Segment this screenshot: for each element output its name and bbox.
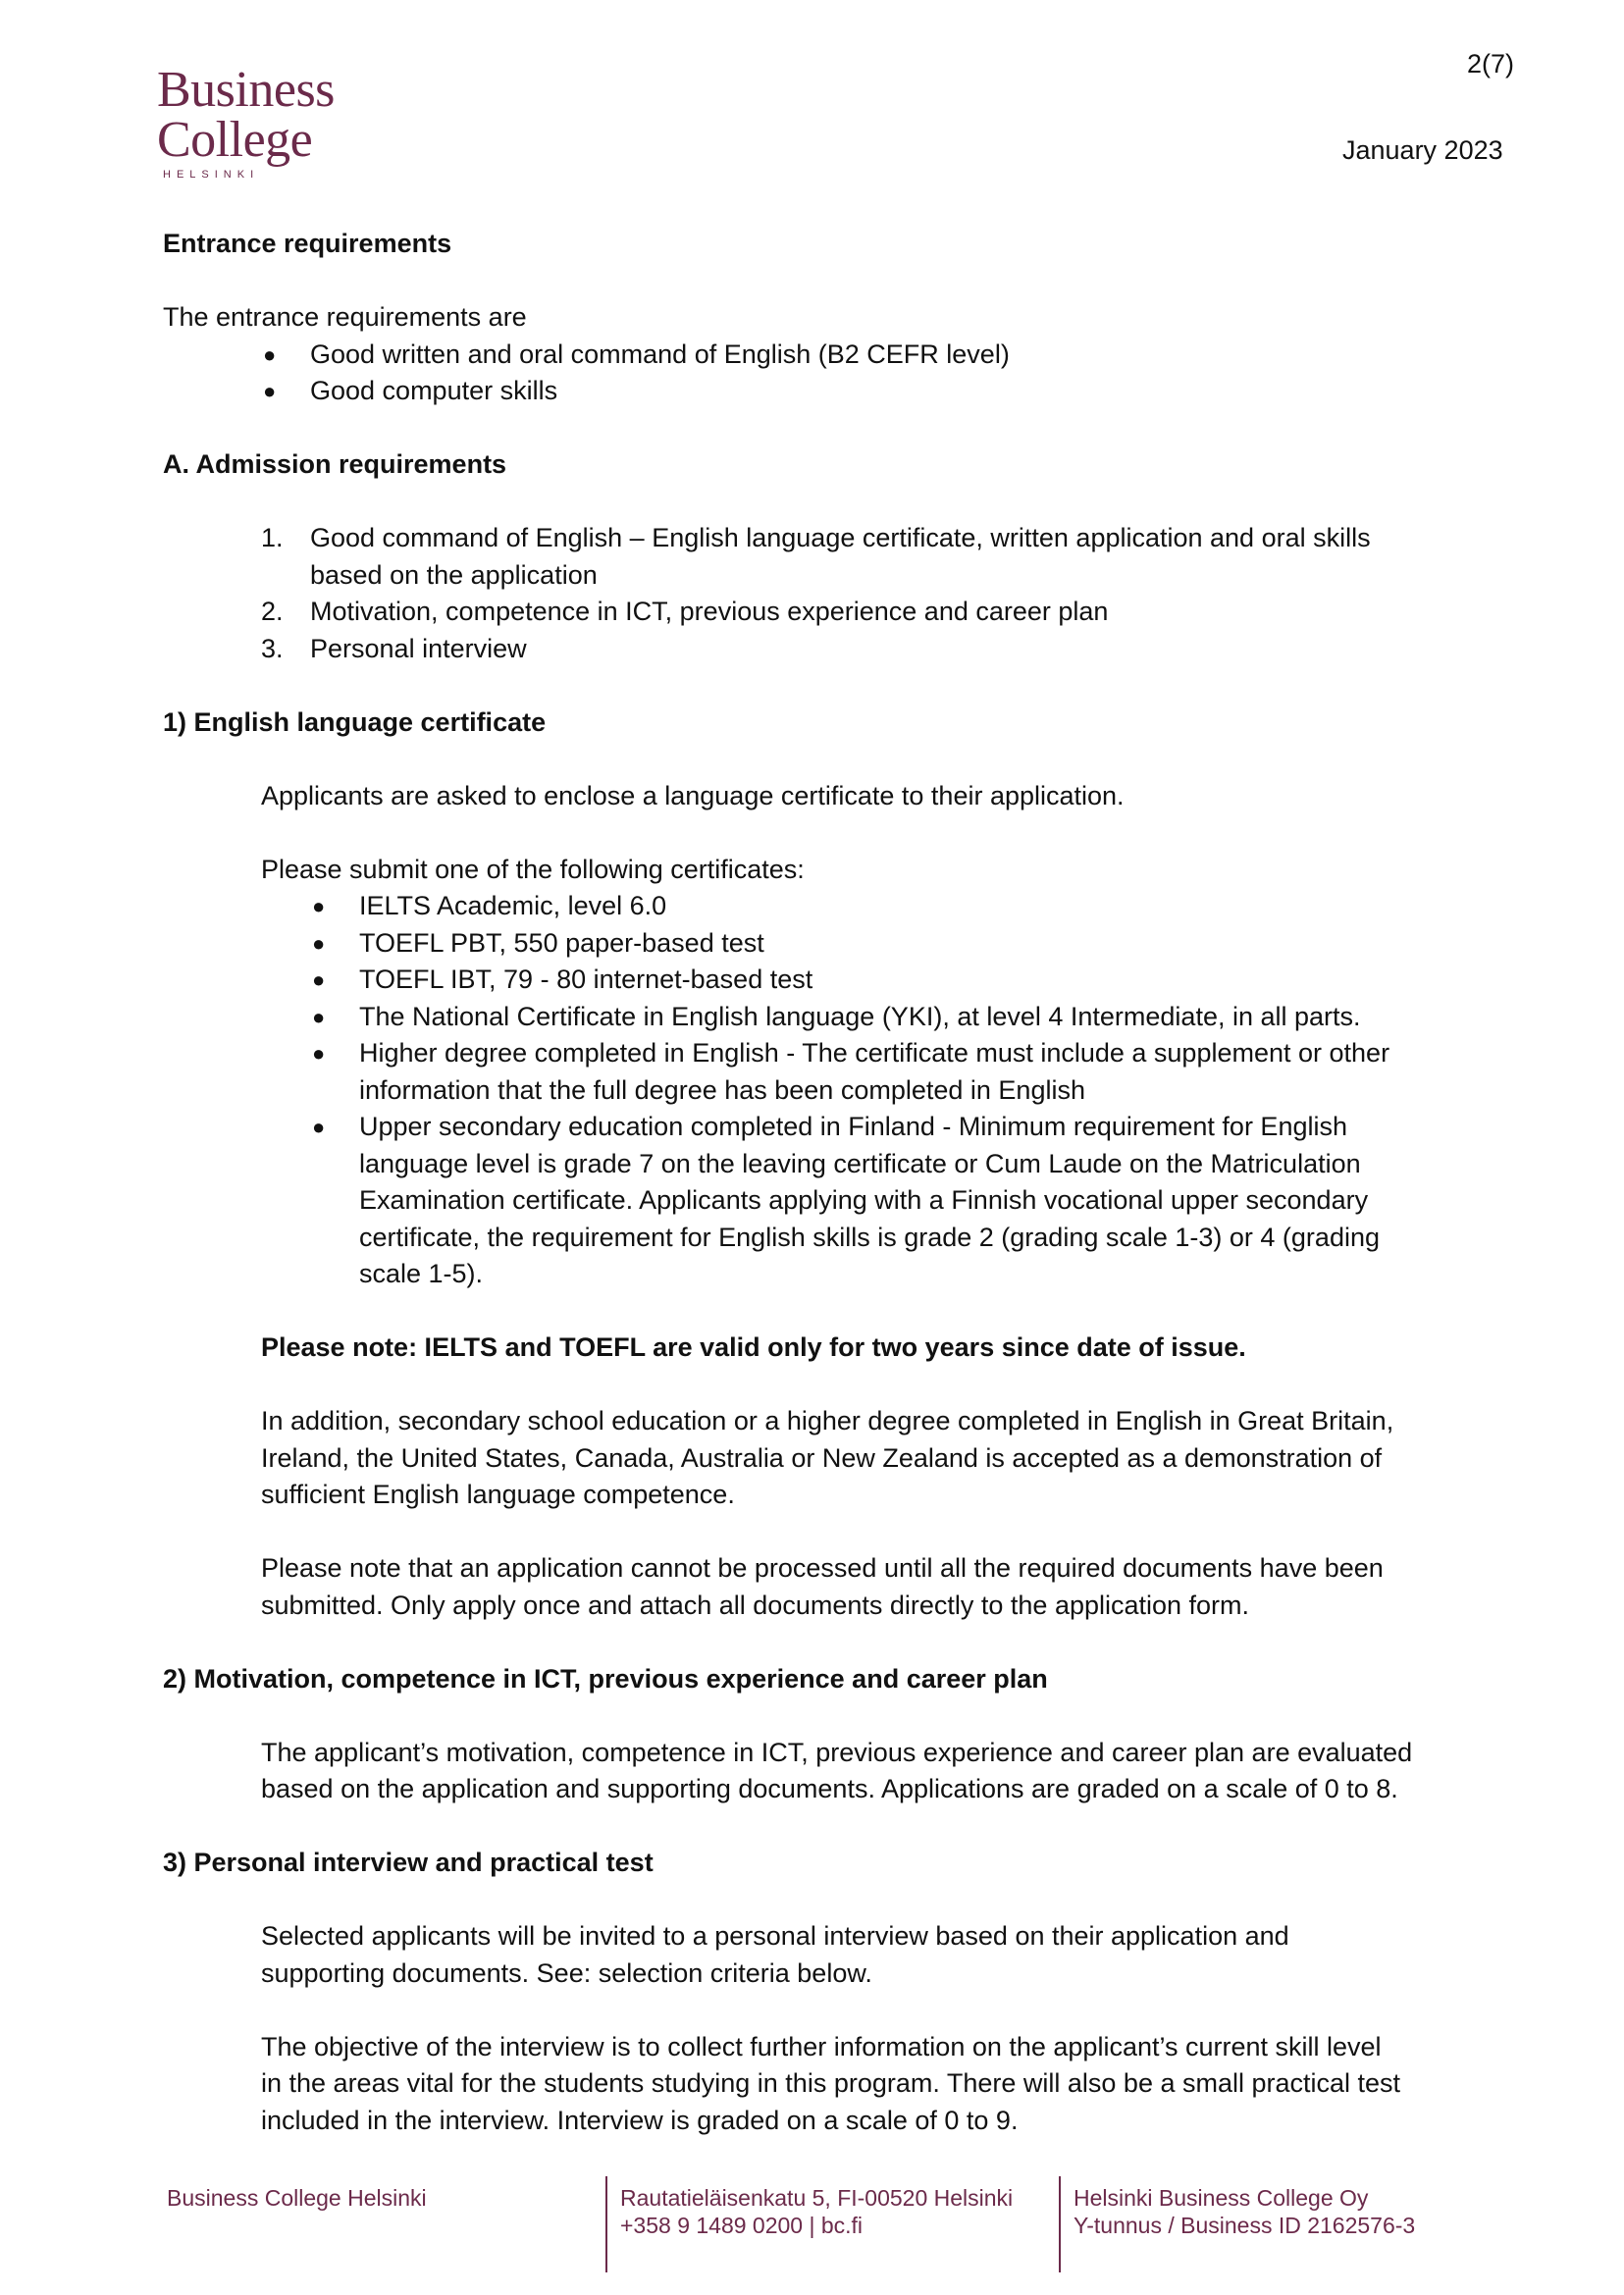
entrance-list <box>163 337 1497 410</box>
paragraph: Please note that an application cannot be processed until all the required documents have been submitted. Only apply once and attach all documents directly to the application form. <box>261 1553 1384 1620</box>
list-item: ● IELTS Academic, level 6.0 <box>312 891 667 920</box>
certificate-list <box>163 888 1497 1293</box>
admission-heading: A. Admission requirements <box>163 449 507 479</box>
logo-line-2: College <box>157 112 313 168</box>
paragraph: Please submit one of the following certificates: <box>261 854 805 884</box>
section-1-body <box>163 778 1497 889</box>
page-number: 2(7) <box>1467 49 1515 78</box>
paragraph: The applicant’s motivation, competence in ICT, previous experience and career plan are evaluated based on the application and supporting documents. Applications are graded on a scale of 0 to 8. <box>261 1737 1413 1803</box>
list-item: ● The National Certificate in English language (YKI), at level 4 Intermediate, in all parts. <box>312 1001 1361 1031</box>
list-item: 2. Motivation, competence in ICT, previous experience and career plan <box>261 597 1109 626</box>
page-footer <box>0 2184 1624 2282</box>
document-date: January 2023 <box>1342 135 1503 165</box>
footer-divider <box>1059 2176 1061 2272</box>
footer-company-name: Business College Helsinki <box>167 2185 427 2211</box>
paragraph: Applicants are asked to enclose a language certificate to their application. <box>261 780 1125 810</box>
footer-divider <box>605 2176 607 2272</box>
list-item: ● Good computer skills <box>263 376 558 405</box>
validity-note: Please note: IELTS and TOEFL are valid only for two years since date of issue. <box>261 1332 1246 1362</box>
list-item: 3. Personal interview <box>261 633 527 663</box>
entrance-heading: Entrance requirements <box>163 229 452 258</box>
section-1-heading: 1) English language certificate <box>163 706 547 737</box>
admission-list <box>163 520 1497 667</box>
list-item: ● TOEFL IBT, 79 - 80 internet-based test <box>312 965 813 994</box>
section-3-heading: 3) Personal interview and practical test <box>163 1848 654 1877</box>
list-item: ● TOEFL PBT, 550 paper-based test <box>312 927 764 958</box>
paragraph: In addition, secondary school education or a higher degree completed in English in Great Britain, Ireland, the United States, Canada, Australia or New Zealand is accepted as a demonstration of sufficient English language competence. <box>261 1406 1394 1509</box>
footer-address: Rautatieläisenkatu 5, FI-00520 Helsinki +358 9 1489 0200 | bc.fi <box>620 2185 1014 2238</box>
business-college-logo <box>157 62 335 181</box>
list-item: ● Upper secondary education completed in Finland - Minimum requirement for English language level is grade 7 on the leaving certificate or Cum Laude on the Matriculation Examination certificate. Applicants applying with a Finnish vocational upper secondary certificate, the requirement for English skills is grade 2 (grading scale 1-3) or 4 (grading scale 1-5). <box>312 1112 1380 1288</box>
paragraph: Selected applicants will be invited to a personal interview based on their application and supporting documents. See: selection criteria below. <box>261 1921 1289 1988</box>
logo-line-3: HELSINKI <box>163 169 260 181</box>
list-item: ● Good written and oral command of English (B2 CEFR level) <box>263 339 1010 369</box>
document-body <box>163 226 1497 2139</box>
list-item: ● Higher degree completed in English - The certificate must include a supplement or other information that the full degree has been completed in English <box>312 1038 1390 1105</box>
section-2-body <box>163 1735 1497 1808</box>
section-3-body <box>163 1918 1497 2139</box>
list-item: 1. Good command of English – English language certificate, written application and oral skills based on the application <box>261 523 1371 590</box>
footer-business-id: Helsinki Business College Oy Y-tunnus / Business ID 2162576-3 <box>1074 2185 1416 2238</box>
logo-line-1: Business <box>157 62 335 118</box>
entrance-intro: The entrance requirements are <box>163 302 527 332</box>
paragraph: The objective of the interview is to collect further information on the applicant’s current skill level in the areas vital for the students studying in this program. There will also be a small practical test included in the interview. Interview is graded on a scale of 0 to 9. <box>261 2031 1401 2135</box>
section-1-notes <box>163 1330 1497 1624</box>
section-2-heading: 2) Motivation, competence in ICT, previous experience and career plan <box>163 1663 1048 1694</box>
